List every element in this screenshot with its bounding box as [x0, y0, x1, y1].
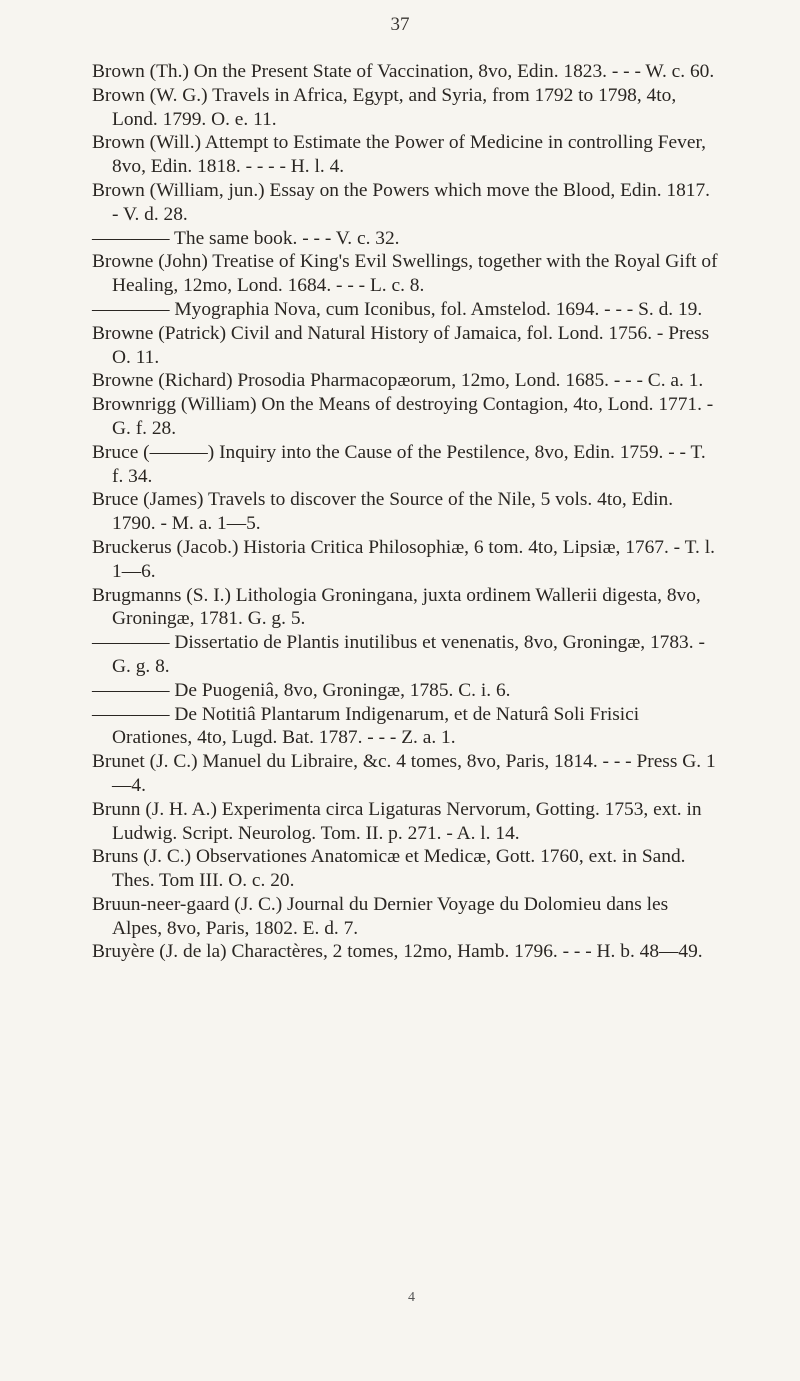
page-number: 37: [390, 14, 410, 35]
signature-mark: 4: [408, 1290, 415, 1305]
catalogue-entry: ———— De Puogeniâ, 8vo, Groningæ, 1785. C. i. 6.: [92, 679, 511, 701]
catalogue-entry: ———— The same book. - - - V. c. 32.: [92, 227, 400, 249]
catalogue-entry: Brunn (J. H. A.) Experimenta circa Ligaturas Nervorum, Gotting. 1753, ext. in Ludwig. Script. Neurolog. Tom. II. p. 271. - A. l. 14.: [92, 798, 702, 844]
catalogue-entry: Brownrigg (William) On the Means of destroying Contagion, 4to, Lond. 1771. - G. f. 28.: [92, 394, 714, 439]
catalogue-entry: Browne (Richard) Prosodia Pharmacopæorum, 12mo, Lond. 1685. - - - C. a. 1.: [92, 370, 704, 392]
catalogue-entry: Bruckerus (Jacob.) Historia Critica Philosophiæ, 6 tom. 4to, Lipsiæ, 1767. - T. l. 1—6.: [92, 536, 715, 582]
catalogue-entry: Brugmanns (S. I.) Lithologia Groningana, juxta ordinem Wallerii digesta, 8vo, Groningæ, 1781. G. g. 5.: [92, 584, 701, 630]
catalogue-entry: ———— Dissertatio de Plantis inutilibus et venenatis, 8vo, Groningæ, 1783. - G. g. 8.: [92, 632, 705, 677]
catalogue-entry: Brown (Will.) Attempt to Estimate the Power of Medicine in controlling Fever, 8vo, Edin. 1818. - - - - H. l. 4.: [92, 132, 706, 178]
catalogue-entry: Bruyère (J. de la) Charactères, 2 tomes, 12mo, Hamb. 1796. - - - H. b. 48—49.: [92, 941, 703, 963]
catalogue-entry: Brown (W. G.) Travels in Africa, Egypt, and Syria, from 1792 to 1798, 4to, Lond. 1799. O. e. 11.: [92, 84, 677, 130]
catalogue-entry: Bruce (———) Inquiry into the Cause of the Pestilence, 8vo, Edin. 1759. - - T. f. 34.: [92, 441, 706, 487]
catalogue-entry: Bruns (J. C.) Observationes Anatomicæ et Medicæ, Gott. 1760, ext. in Sand. Thes. Tom III. O. c. 20.: [92, 846, 686, 892]
catalogue-entry: Bruun-neer-gaard (J. C.) Journal du Dernier Voyage du Dolomieu dans les Alpes, 8vo, Paris, 1802. E. d. 7.: [92, 893, 669, 939]
catalogue-entry: Brown (Th.) On the Present State of Vaccination, 8vo, Edin. 1823. - - - W. c. 60.: [92, 61, 715, 82]
catalogue-entry: Brunet (J. C.) Manuel du Libraire, &c. 4 tomes, 8vo, Paris, 1814. - - - Press G. 1—4.: [92, 751, 716, 796]
catalogue-entry: ———— Myographia Nova, cum Iconibus, fol. Amstelod. 1694. - - - S. d. 19.: [92, 298, 703, 320]
catalogue-entries: [92, 60, 720, 964]
catalogue-entry: Browne (John) Treatise of King's Evil Swellings, together with the Royal Gift of Healing, 12mo, Lond. 1684. - - - L. c. 8.: [92, 251, 718, 297]
catalogue-entry: Brown (William, jun.) Essay on the Powers which move the Blood, Edin. 1817. - V. d. 28.: [92, 179, 711, 225]
catalogue-entry: ———— De Notitiâ Plantarum Indigenarum, et de Naturâ Soli Frisici Orationes, 4to, Lugd. Bat. 1787. - - - Z. a. 1.: [92, 703, 640, 749]
catalogue-entry: Browne (Patrick) Civil and Natural History of Jamaica, fol. Lond. 1756. - Press O. 11.: [92, 322, 710, 368]
catalogue-entry: Bruce (James) Travels to discover the Source of the Nile, 5 vols. 4to, Edin. 1790. - M. a. 1—5.: [92, 489, 674, 535]
